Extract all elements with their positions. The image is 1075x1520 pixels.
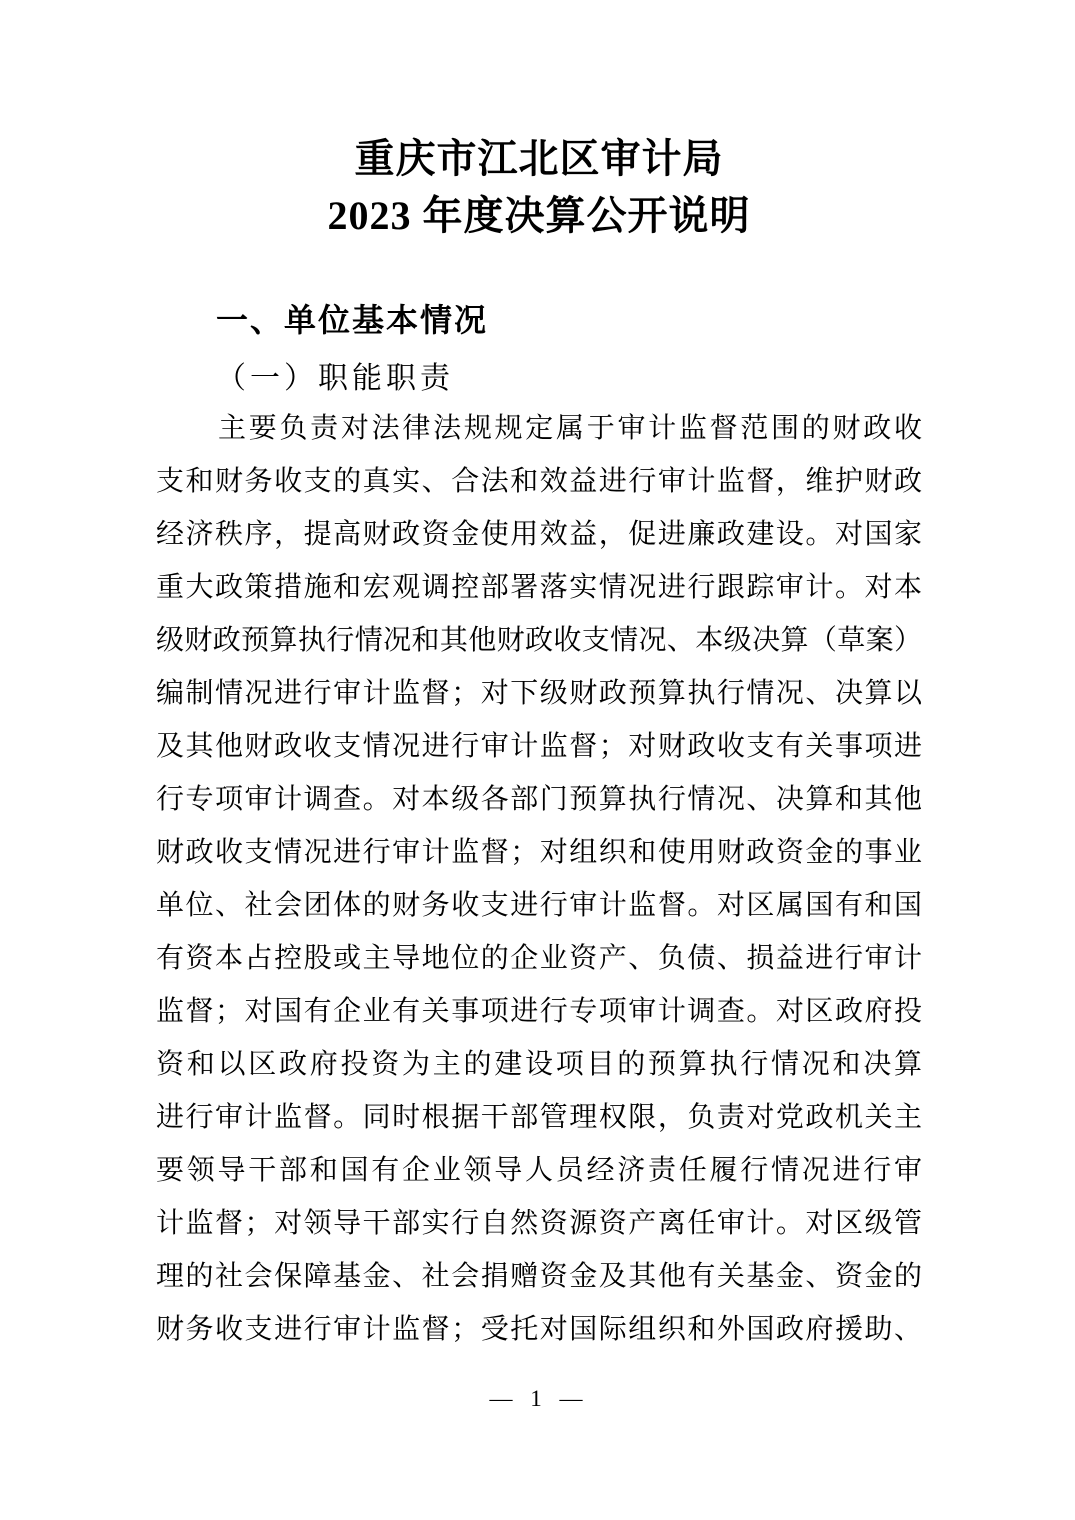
body-line: 行专项审计调查。对本级各部门预算执行情况、决算和其他 [156, 784, 922, 815]
body-line: 资和以区政府投资为主的建设项目的预算执行情况和决算 [156, 1049, 922, 1080]
body-line: 及其他财政收支情况进行审计监督；对财政收支有关事项进 [156, 731, 922, 762]
document-title [156, 130, 922, 244]
body-line: 理的社会保障基金、社会捐赠资金及其他有关基金、资金的 [156, 1261, 922, 1292]
title-line-2: 2023 年度决算公开说明 [327, 193, 751, 238]
subsection-heading: （一）职能职责 [216, 362, 454, 395]
body-line: 支和财务收支的真实、合法和效益进行审计监督，维护财政 [156, 466, 922, 497]
body-line: 有资本占控股或主导地位的企业资产、负债、损益进行审计 [156, 943, 922, 974]
body-line: 经济秩序，提高财政资金使用效益，促进廉政建设。对国家 [156, 519, 922, 550]
body-line: 级财政预算执行情况和其他财政收支情况、本级决算（草案） [156, 625, 922, 656]
section-heading: 一、单位基本情况 [216, 302, 489, 338]
body-line: 进行审计监督。同时根据干部管理权限，负责对党政机关主 [156, 1102, 922, 1133]
body-line: 计监督；对领导干部实行自然资源资产离任审计。对区级管 [156, 1208, 922, 1239]
body-line: 监督；对国有企业有关事项进行专项审计调查。对区政府投 [156, 996, 922, 1027]
body-line: 单位、社会团体的财务收支进行审计监督。对区属国有和国 [156, 890, 922, 921]
title-line-1: 重庆市江北区审计局 [354, 136, 724, 181]
body-line: 要领导干部和国有企业领导人员经济责任履行情况进行审 [156, 1155, 922, 1186]
page-number: — 1 — [489, 1386, 589, 1411]
body-line: 财务收支进行审计监督；受托对国际组织和外国政府援助、 [156, 1314, 922, 1345]
body-line: 财政收支情况进行审计监督；对组织和使用财政资金的事业 [156, 837, 922, 868]
body-line: 主要负责对法律法规规定属于审计监督范围的财政收 [218, 413, 922, 444]
body-paragraph [156, 402, 922, 1356]
body-line: 编制情况进行审计监督；对下级财政预算执行情况、决算以 [156, 678, 922, 709]
body-line: 重大政策措施和宏观调控部署落实情况进行跟踪审计。对本 [156, 572, 922, 603]
